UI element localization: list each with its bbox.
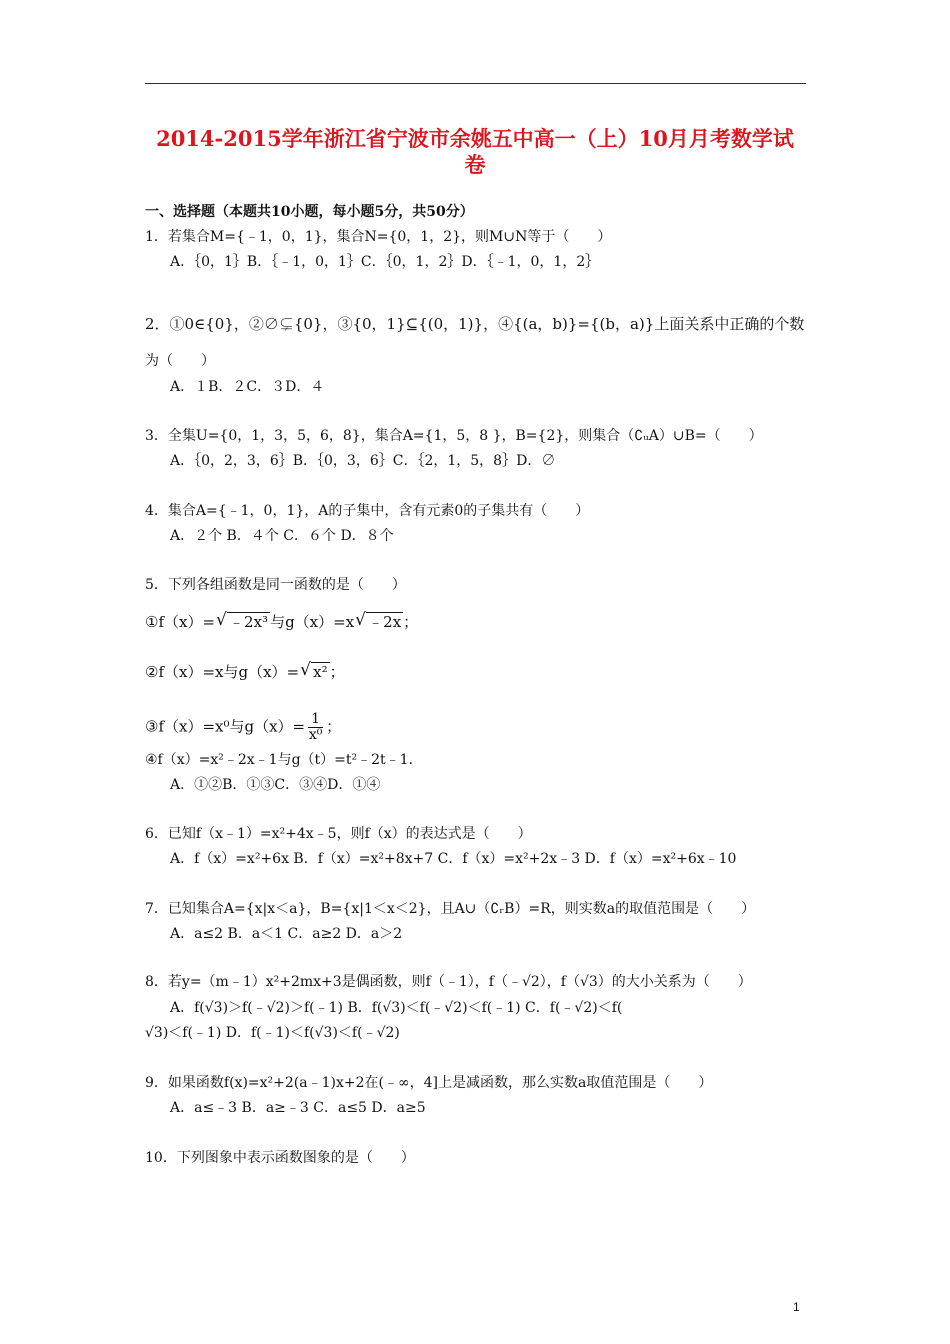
question-3: 3．全集U={0，1，3，5，6，8}，集合A={1，5，8 }，B={2}，则集合（∁ᵤA）∪B=（ ） [145,428,763,444]
question-5-item-1 [145,612,418,631]
item-3-end: ； [326,717,342,736]
section-heading: 一、选择题（本题共10小题，每小题5分，共50分） [145,204,474,220]
question-2-continued: 为（ ） [145,353,215,369]
question-5-item-2 [145,662,345,681]
question-7-options: A．a≤2 B．a＜1 C．a≥2 D．a＞2 [170,926,403,942]
sqrt-expression: √ ﹣2x³ [227,612,270,631]
item-1-left: ①f（x）= [145,613,216,631]
item-1-end: ； [403,613,419,631]
question-8: 8．若y=（m﹣1）x²+2mx+3是偶函数，则f（﹣1），f（﹣√2），f（√3）的大小关系为（ ） [145,974,752,990]
question-5: 5．下列各组函数是同一函数的是（ ） [145,577,406,593]
question-1-options: A．｛0，1｝B．｛﹣1，0，1｝C．｛0，1，2｝D．｛﹣1，0，1，2｝ [170,254,600,270]
fraction [308,712,323,743]
question-2-options: A．１B．２C．３D．４ [170,379,325,395]
question-4-options: A．２个 B．４个 C．６个 D．８个 [170,528,394,544]
question-1: 1．若集合M={﹣1，0，1}，集合N={0，1，2}，则M∪N等于（ ） [145,229,612,245]
item-1-middle: 与g（x）=x [270,613,355,631]
sqrt-expression: √ ﹣2x [366,612,403,631]
question-5-item-3 [145,712,341,743]
header-rule [145,83,806,84]
question-7: 7．已知集合A={x|x＜a}，B={x|1＜x＜2}，且A∪（∁ᵣB）=R，则实数a的取值范围是（ ） [145,901,756,917]
question-4: 4．集合A={﹣1，0，1}，A的子集中，含有元素0的子集共有（ ） [145,503,590,519]
page-number: 1 [793,1300,800,1314]
item-2-left: ②f（x）=x与g（x）= [145,663,300,681]
question-9-options: A．a≤﹣3 B．a≥﹣3 C．a≤5 D．a≥5 [170,1100,426,1116]
question-10: 10．下列图象中表示函数图象的是（ ） [145,1150,415,1166]
question-8-options: A．f(√3)＞f(﹣√2)＞f(﹣1) B．f(√3)＜f(﹣√2)＜f(﹣1) C．f(﹣√2)＜f( [170,1000,623,1016]
question-9: 9．如果函数f(x)=x²+2(a﹣1)x+2在(﹣∞，4]上是减函数，那么实数a取值范围是（ ） [145,1075,713,1091]
sqrt-expression: √ x² [311,662,329,681]
question-5-item-4: ④f（x）=x²﹣2x﹣1与g（t）=t²﹣2t﹣1． [145,752,423,768]
page-title: 2014-2015学年浙江省宁波市余姚五中高一（上）10月月考数学试 [156,126,794,151]
page-title-continued: 卷 [464,152,486,177]
question-8-options-continued: √3)＜f(﹣1) D．f(﹣1)＜f(√3)＜f(﹣√2) [145,1025,400,1041]
question-3-options: A．｛0，2，3，6｝B．｛0，3，6｝C．｛2，1，5，8｝D．∅ [170,453,556,469]
question-6: 6．已知f（x﹣1）=x²+4x﹣5，则f（x）的表达式是（ ） [145,826,532,842]
fraction-denominator: x⁰ [308,727,323,743]
question-6-options: A．f（x）=x²+6x B．f（x）=x²+8x+7 C．f（x）=x²+2x﹣3 D．f（x）=x²+6x﹣10 [170,851,737,867]
question-2: 2．①0∈{0}，②∅⊊{0}，③{0，1}⊆{(0，1)}，④{(a，b)}={(b，a)}上面关系中正确的个数 [145,315,805,333]
item-3-left: ③f（x）=x⁰与g（x）= [145,717,306,736]
fraction-numerator: 1 [308,712,323,728]
question-5-options: A．①②B．①③C．③④D．①④ [170,777,381,793]
item-2-end: ； [329,663,345,681]
